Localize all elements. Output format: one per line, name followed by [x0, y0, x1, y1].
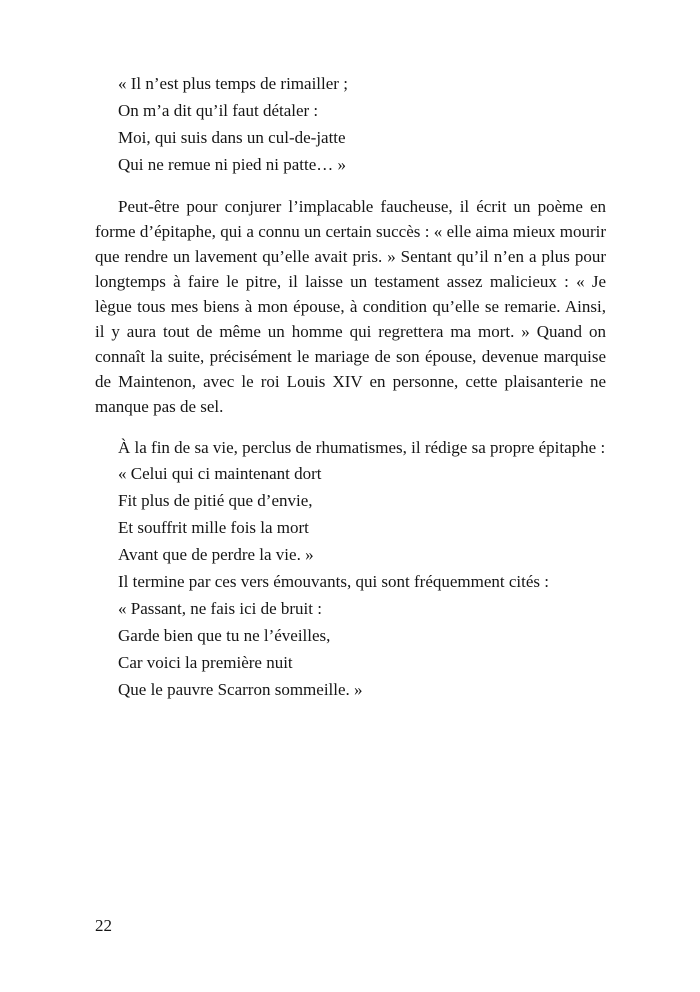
verse-line: « Passant, ne fais ici de bruit : — [118, 599, 322, 618]
page-number: 22 — [95, 916, 112, 935]
verse-opening — [95, 70, 606, 178]
verse-line: « Celui qui ci maintenant dort — [118, 464, 322, 483]
verse-line: Moi, qui suis dans un cul-de-jatte — [118, 128, 346, 147]
verse-line: On m’a dit qu’il faut détaler : — [118, 101, 319, 120]
verse-line: Qui ne remue ni pied ni patte… » — [118, 155, 347, 174]
verse-line: Que le pauvre Scarron sommeille. » — [118, 680, 363, 699]
paragraph-end-of-life: À la fin de sa vie, perclus de rhumatismes, il rédige sa propre épitaphe : — [118, 438, 606, 457]
verse-final — [95, 595, 606, 703]
verse-line: Garde bien que tu ne l’éveilles, — [118, 626, 331, 645]
verse-line: Fit plus de pitié que d’envie, — [118, 491, 313, 510]
verse-line: Car voici la première nuit — [118, 653, 293, 672]
verse-line: Et souffrit mille fois la mort — [118, 518, 309, 537]
verse-epitaph — [95, 460, 606, 568]
paragraph-epitaph: Peut-être pour conjurer l’implacable faucheuse, il écrit un poème en forme d’épitaphe, qui a connu un certain succès : « elle aima mieux mourir que rendre un lavement qu’elle avait pris. » Sentant qu’il n’en a plus pour longtemps à faire le pitre, il laisse un testament assez malicieux : « Je lègue tous mes biens à mon épouse, à condition qu’elle se remarie. Ainsi, il y aura tout de même un homme qui regrettera ma mort. » Quand on connaît la suite, précisément le mariage de son épouse, devenue marquise de Maintenon, avec le roi Louis XIV en personne, cette plaisanterie ne manque pas de sel. — [95, 197, 606, 416]
verse-line: « Il n’est plus temps de rimailler ; — [118, 74, 348, 93]
closing-intro-line: Il termine par ces vers émouvants, qui sont fréquemment cités : — [118, 572, 550, 591]
verse-line: Avant que de perdre la vie. » — [118, 545, 314, 564]
